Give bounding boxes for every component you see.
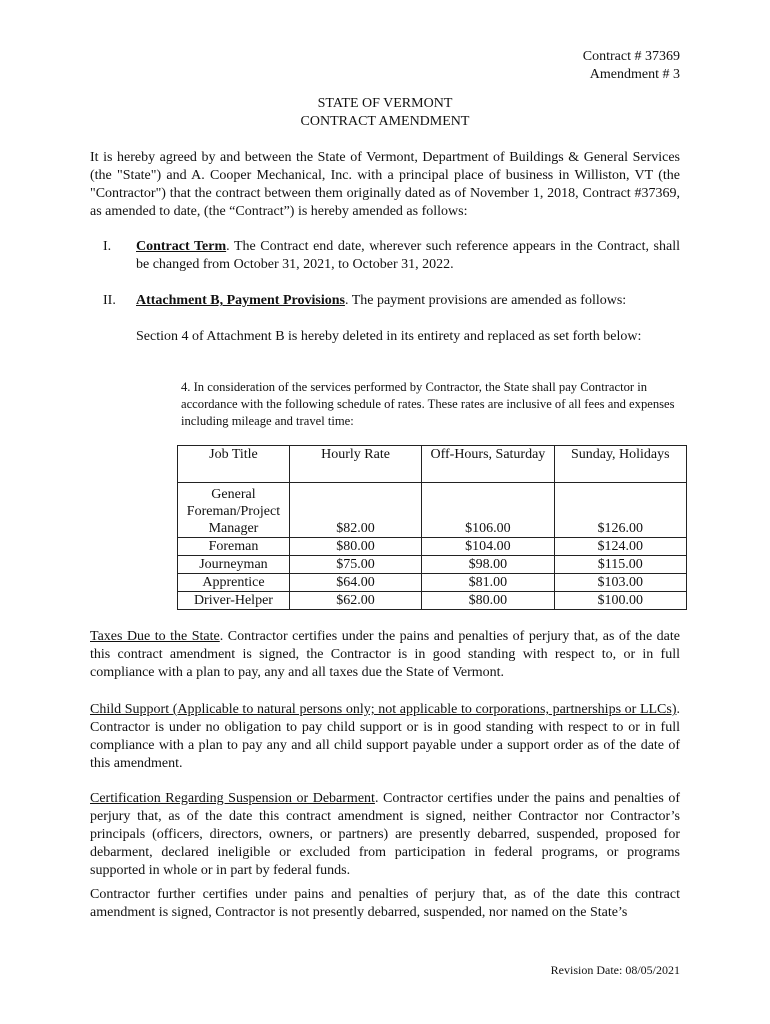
amendment-number: Amendment # 3 xyxy=(589,67,680,82)
table-row xyxy=(178,592,687,610)
hourly-rate-cell: $75.00 xyxy=(289,556,421,574)
item-heading: Attachment B, Payment Provisions xyxy=(136,293,345,308)
item-number-1: I. xyxy=(103,239,112,254)
table-row xyxy=(178,556,687,574)
further-certification-paragraph: Contractor further certifies under pains and penalties of perjury that, as of the date this contract amendment is signed, Contractor is not presently debarred, suspended, nor named on the State’s xyxy=(90,887,680,920)
child-support-paragraph xyxy=(90,701,680,773)
table-row xyxy=(178,574,687,592)
debarment-paragraph xyxy=(90,790,680,880)
item-contract-term xyxy=(136,238,680,274)
hourly-rate-cell: $62.00 xyxy=(289,592,421,610)
taxes-text: . Contractor certifies under the pains and penalties of perjury that, as of the date this contract amendment is signed, the Contractor is in good standing with respect to, or in full compliance with a plan to pay, any and all taxes due the State of Vermont. xyxy=(90,629,680,680)
job-title-cell: General Foreman/Project Manager xyxy=(178,483,290,538)
off-hours-cell: $98.00 xyxy=(422,556,554,574)
sunday-holidays-cell: $115.00 xyxy=(554,556,686,574)
sunday-holidays-cell: $126.00 xyxy=(554,483,686,538)
off-hours-cell: $106.00 xyxy=(422,483,554,538)
table-row xyxy=(178,538,687,556)
item-text: . The payment provisions are amended as follows: xyxy=(344,293,627,308)
off-hours-cell: $81.00 xyxy=(422,574,554,592)
taxes-heading: Taxes Due to the State xyxy=(90,629,220,644)
section4-text: 4. In consideration of the services performed by Contractor, the State shall pay Contractor in accordance with the following schedule of rates. These rates are inclusive of all fees and expenses including mileage and travel time: xyxy=(181,380,675,428)
column-header: Sunday, Holidays xyxy=(554,446,686,483)
column-header: Hourly Rate xyxy=(289,446,421,483)
document-title: STATE OF VERMONT xyxy=(317,96,453,111)
table-header-row xyxy=(178,446,687,483)
item-text: . The Contract end date, wherever such reference appears in the Contract, shall be changed from October 31, 2021, to October 31, 2022. xyxy=(136,239,680,272)
intro-paragraph: It is hereby agreed by and between the State of Vermont, Department of Buildings & General Services (the "State") and A. Cooper Mechanical, Inc. with a principal place of business in Williston, VT (the "Contractor") that the contract between them originally dated as of November 1, 2018, Contract #37369, as amended to date, (the “Contract”) is hereby amended as follows: xyxy=(90,150,680,219)
table-row xyxy=(178,483,687,538)
rates-table xyxy=(177,445,687,610)
off-hours-cell: $80.00 xyxy=(422,592,554,610)
column-header: Off-Hours, Saturday xyxy=(422,446,554,483)
job-title-cell: Foreman xyxy=(178,538,290,556)
taxes-paragraph xyxy=(90,628,680,682)
document-subtitle: CONTRACT AMENDMENT xyxy=(300,114,470,129)
debarment-heading: Certification Regarding Suspension or Debarment xyxy=(90,791,375,806)
item-heading: Contract Term xyxy=(136,239,227,254)
sunday-holidays-cell: $100.00 xyxy=(554,592,686,610)
hourly-rate-cell: $80.00 xyxy=(289,538,421,556)
hourly-rate-cell: $64.00 xyxy=(289,574,421,592)
debarment-text: . Contractor certifies under the pains and penalties of perjury that, as of the date this contract amendment is signed, neither Contractor nor Contractor’s principals (officers, directors, owners, or partners) are presently debarred, suspended, proposed for debarment, declared ineligible or excluded from participation in federal programs, or programs supported in whole or in part by federal funds. xyxy=(90,791,680,878)
job-title-cell: Driver-Helper xyxy=(178,592,290,610)
off-hours-cell: $104.00 xyxy=(422,538,554,556)
item-payment-provisions xyxy=(136,292,680,310)
contract-number: Contract # 37369 xyxy=(582,49,680,64)
section4-intro: Section 4 of Attachment B is hereby deleted in its entirety and replaced as set forth below: xyxy=(136,329,642,344)
sunday-holidays-cell: $103.00 xyxy=(554,574,686,592)
job-title-cell: Apprentice xyxy=(178,574,290,592)
hourly-rate-cell: $82.00 xyxy=(289,483,421,538)
revision-date: Revision Date: 08/05/2021 xyxy=(550,963,680,977)
child-support-heading: Child Support (Applicable to natural persons only; not applicable to corporations, partnerships or LLCs) xyxy=(90,702,677,717)
job-title-cell: Journeyman xyxy=(178,556,290,574)
column-header: Job Title xyxy=(178,446,290,483)
child-support-text: . Contractor is under no obligation to pay child support or is in good standing with respect to or in full compliance with a plan to pay any and all child support payable under a support order as of the date of this amendment. xyxy=(90,702,680,771)
item-number-2: II. xyxy=(103,293,116,308)
sunday-holidays-cell: $124.00 xyxy=(554,538,686,556)
